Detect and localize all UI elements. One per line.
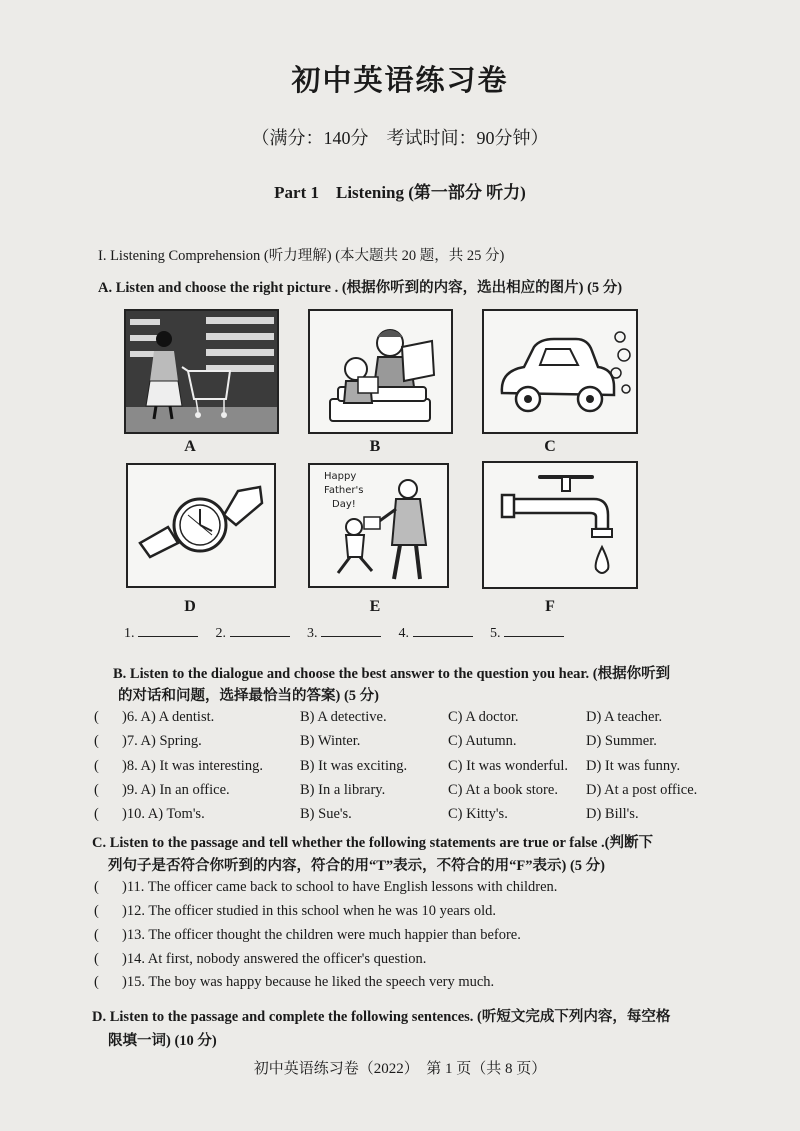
option-c: C) Kitty's. (448, 806, 508, 822)
children-reading-books-icon (310, 311, 451, 432)
card-text-fathers: Father's (324, 485, 364, 496)
blank-line (413, 624, 473, 637)
section-c-heading: C. Listen to the passage and tell whether the following statements are true or false .(判断下 (92, 835, 654, 851)
option-d: D) At a post office. (586, 782, 698, 798)
blank-number: 3. (307, 626, 318, 641)
blank-2[interactable] (216, 624, 290, 642)
statement-text: )13. The officer thought the children were much happier than before. (122, 927, 521, 943)
exam-subtitle: （满分：140分 考试时间：90分钟） (251, 128, 549, 148)
section-1-heading: I. Listening Comprehension (听力理解) (本大题共 20 题，共 25 分) (98, 248, 505, 264)
answer-paren[interactable]: ( (94, 709, 99, 725)
dripping-tap-icon (484, 463, 636, 587)
card-text-day: Day! (332, 499, 356, 510)
option-c: C) It was wonderful. (448, 758, 569, 774)
section-d-heading: D. Listen to the passage and complete the following sentences. (听短文完成下列内容，每空格 (92, 1009, 671, 1025)
option-a: )7. A) Spring. (122, 733, 202, 749)
option-d: D) A teacher. (586, 709, 663, 725)
picture-e (308, 463, 449, 588)
statement-text: )12. The officer studied in this school when he was 10 years old. (122, 903, 496, 919)
option-b: B) In a library. (300, 782, 386, 798)
blank-line (321, 624, 381, 637)
statement-text: )14. At first, nobody answered the officer's question. (122, 951, 427, 967)
page-footer: 初中英语练习卷（2022） 第 1 页（共 8 页） (253, 1061, 547, 1077)
answer-paren[interactable]: ( (94, 733, 99, 749)
part-heading: Part 1 Listening (第一部分 听力) (274, 183, 526, 202)
option-b: B) It was exciting. (300, 758, 408, 774)
option-b: B) Sue's. (300, 806, 352, 822)
shopping-cart-woman-icon (126, 311, 277, 432)
exam-title: 初中英语练习卷 (291, 63, 509, 97)
blank-1[interactable] (124, 624, 198, 642)
section-c-heading-cont: 列句子是否符合你听到的内容，符合的用“T”表示，不符合的用“F”表示) (5 分) (108, 858, 606, 874)
answer-paren[interactable]: ( (94, 782, 99, 798)
answer-paren[interactable]: ( (94, 879, 99, 895)
picture-a (124, 309, 279, 434)
blank-number: 5. (490, 626, 501, 641)
answer-paren[interactable]: ( (94, 951, 99, 967)
option-d: D) Bill's. (586, 806, 639, 822)
picture-e-label: E (369, 598, 381, 615)
blank-line (230, 624, 290, 637)
blank-number: 2. (215, 626, 226, 641)
picture-d (126, 463, 276, 588)
option-c: C) At a book store. (448, 782, 558, 798)
fathers-day-card-icon (310, 465, 447, 586)
blank-line (138, 624, 198, 637)
answer-paren[interactable]: ( (94, 758, 99, 774)
statement-text: )11. The officer came back to school to have English lessons with children. (122, 879, 558, 895)
option-a: )8. A) It was interesting. (122, 758, 263, 774)
option-c: C) Autumn. (448, 733, 517, 749)
option-b: B) Winter. (300, 733, 361, 749)
option-a: )9. A) In an office. (122, 782, 230, 798)
blank-5[interactable] (490, 624, 564, 642)
answer-paren[interactable]: ( (94, 903, 99, 919)
section-a-heading: A. Listen and choose the right picture . (根据你听到的内容，选出相应的图片) (5 分) (98, 280, 623, 296)
option-d: D) Summer. (586, 733, 657, 749)
picture-b-label: B (369, 438, 381, 455)
answer-paren[interactable]: ( (94, 806, 99, 822)
answer-paren[interactable]: ( (94, 974, 99, 990)
blank-4[interactable] (399, 624, 473, 642)
wristwatch-icon (128, 465, 274, 586)
option-d: D) It was funny. (586, 758, 681, 774)
option-a: )6. A) A dentist. (122, 709, 215, 725)
picture-c-label: C (544, 438, 556, 455)
section-d-heading-cont: 限填一词) (10 分) (108, 1033, 217, 1049)
section-b-heading: B. Listen to the dialogue and choose the best answer to the question you hear. (根据你听到 (113, 666, 671, 682)
picture-c (482, 309, 638, 434)
blank-number: 1. (124, 626, 135, 641)
picture-f (482, 461, 638, 589)
picture-d-label: D (184, 598, 196, 615)
answer-blanks (124, 624, 578, 642)
picture-b (308, 309, 453, 434)
card-text-happy: Happy (324, 471, 357, 482)
picture-a-label: A (184, 438, 196, 455)
blank-line (504, 624, 564, 637)
option-a: )10. A) Tom's. (122, 806, 205, 822)
car-exhaust-icon (484, 311, 636, 432)
statement-text: )15. The boy was happy because he liked the speech very much. (122, 974, 495, 990)
section-b-heading-cont: 的对话和问题，选择最恰当的答案) (5 分) (118, 688, 379, 704)
option-c: C) A doctor. (448, 709, 519, 725)
picture-f-label: F (545, 598, 555, 615)
blank-3[interactable] (307, 624, 381, 642)
blank-number: 4. (398, 626, 409, 641)
option-b: B) A detective. (300, 709, 387, 725)
answer-paren[interactable]: ( (94, 927, 99, 943)
